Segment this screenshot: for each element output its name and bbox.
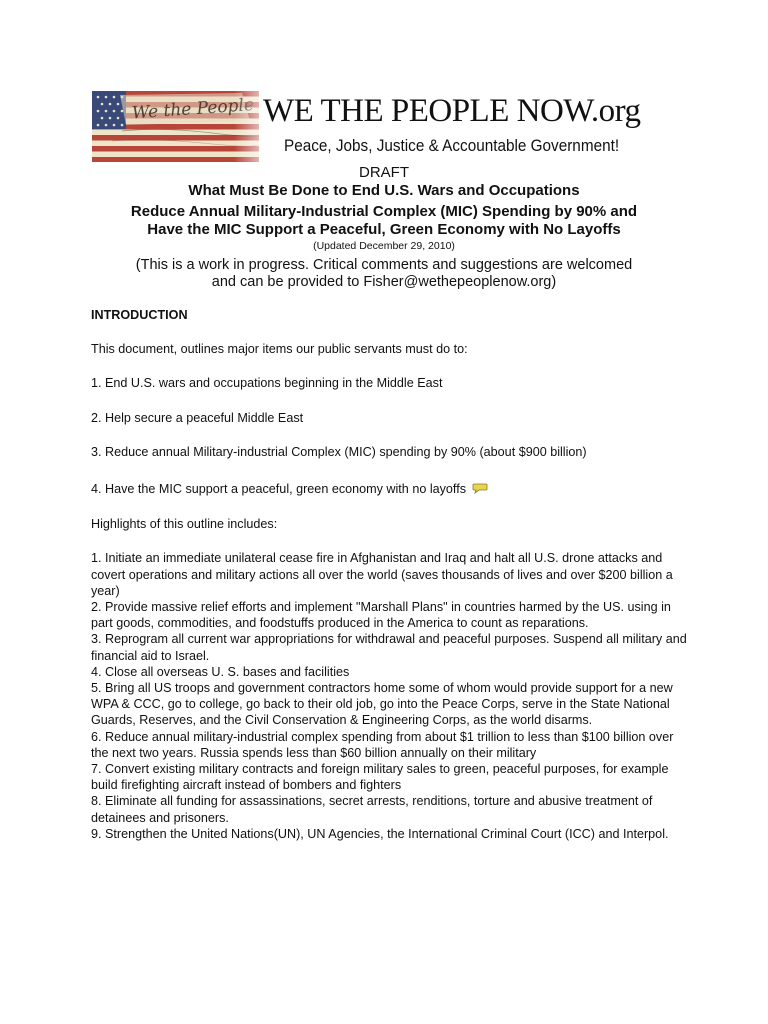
objective-item: 1. End U.S. wars and occupations beginning in the Middle East [91,376,443,391]
list-item: 4. Close all overseas U. S. bases and facilities [91,664,350,679]
updated-date: (Updated December 29, 2010) [313,240,455,252]
list-item: 1. Initiate an immediate unilateral cease fire in Afghanistan and Iraq and halt all U.S. drone attacks and covert operations and military actions all over the world (saves thousands of lives and over $200 billion a year) [91,551,673,598]
list-item: 7. Convert existing military contracts and foreign military sales to green, peaceful purposes, for example build firefighting aircraft instead of bombers and fighters [91,762,669,793]
document-body [91,307,691,842]
list-item: 9. Strengthen the United Nations(UN), UN Agencies, the International Criminal Court (ICC) and Interpol. [91,826,669,841]
site-tagline: Peace, Jobs, Justice & Accountable Government! [284,136,620,155]
objective-item: 4. Have the MIC support a peaceful, green economy with no layoffs [91,482,466,497]
introduction-heading: INTRODUCTION [91,308,188,322]
list-item: 6. Reduce annual military-industrial complex spending from about $1 trillion to less than $100 billion over the next two years. Russia spends less than $60 billion annually on their military [91,729,674,760]
highlights-lead: Highlights of this outline includes: [91,517,278,532]
list-item: 8. Eliminate all funding for assassinations, secret arrests, renditions, torture and abusive treatment of detainees and prisoners. [91,794,653,825]
draft-label: DRAFT [359,164,409,181]
logo-flag-image [92,91,259,162]
site-name: WE THE PEOPLE NOW.org [263,93,641,129]
speech-bubble-icon[interactable] [472,482,488,498]
objective-item: 3. Reduce annual Military-industrial Complex (MIC) spending by 90% (about $900 billion) [91,444,587,459]
introduction-lead: This document, outlines major items our public servants must do to: [91,342,468,357]
document-subtitle-line-1: Reduce Annual Military-Industrial Complex (MIC) Spending by 90% and [130,203,638,220]
list-item: 2. Provide massive relief efforts and implement "Marshall Plans" in countries harmed by the US. using in part goods, commodities, and foodstuffs produced in the America to count as reparations. [91,600,671,631]
highlights-list [91,550,691,842]
contact-note: and can be provided to Fisher@wethepeoplenow.org) [211,274,557,290]
document-subtitle-line-2: Have the MIC Support a Peaceful, Green Economy with No Layoffs [147,221,621,238]
list-item: 5. Bring all US troops and government contractors home some of whom would provide support for a new WPA & CCC, go to college, go back to their old job, go into the Peace Corps, serve in the State National Guards, Reserves, and the Civil Conservation & Engineering Corps, as the world disarms. [91,681,673,728]
document-title: What Must Be Done to End U.S. Wars and Occupations [188,182,580,199]
list-item: 3. Reprogram all current war appropriations for withdrawal and peaceful purposes. Suspend all military and financial aid to Israel. [91,632,687,663]
objective-item: 2. Help secure a peaceful Middle East [91,410,304,425]
objective-item-with-comment [91,481,691,498]
flag-graphic [92,91,259,162]
work-in-progress-note: (This is a work in progress. Critical comments and suggestions are welcomed [135,257,633,273]
